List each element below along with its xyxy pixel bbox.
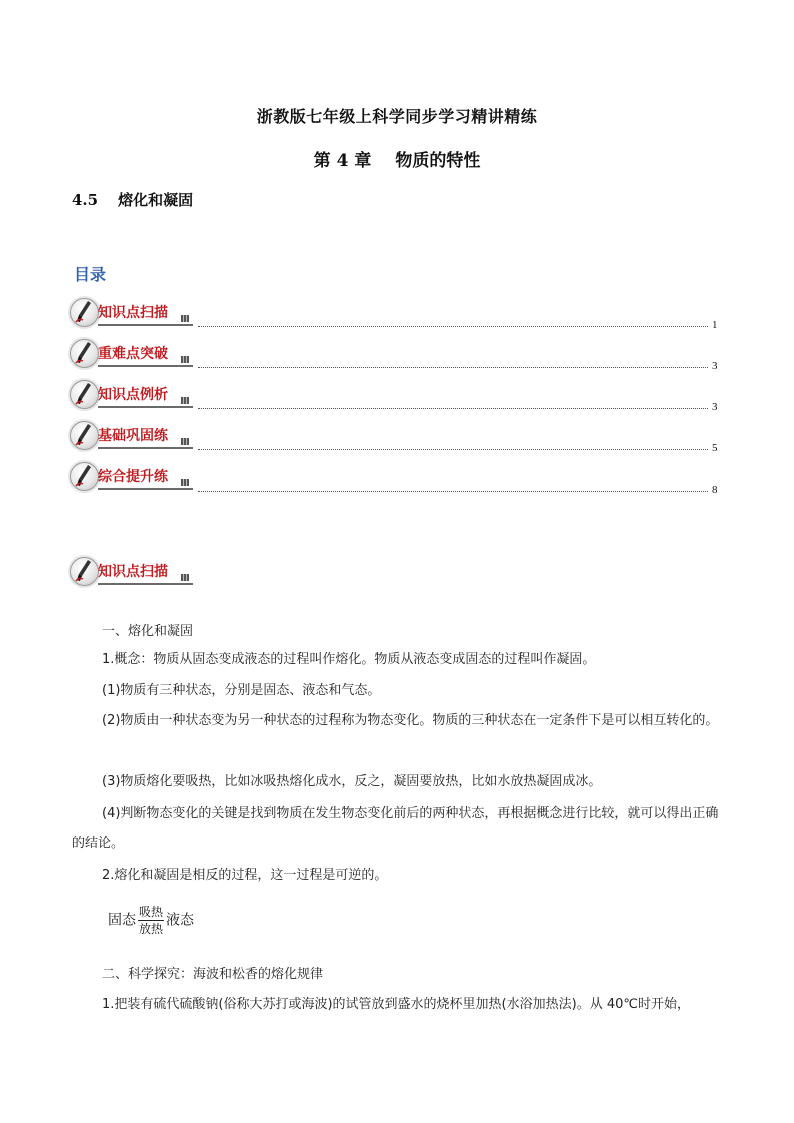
divider xyxy=(98,324,193,326)
section-title xyxy=(72,189,193,210)
corner-mark-icon xyxy=(181,574,189,581)
paragraph: (4)判断物态变化的关键是找到物质在发生物态变化前后的两种状态，再根据概念进行比较，就可以得出正确的结论。 xyxy=(72,806,719,851)
toc-page-number[interactable]: 5 xyxy=(712,442,718,454)
paragraph: (1)物质有三种状态，分别是固态、液态和气态。 xyxy=(102,683,381,698)
toc-page-number[interactable]: 3 xyxy=(712,360,718,372)
toc-leader-dots xyxy=(198,491,708,492)
brush-icon xyxy=(70,298,99,327)
formula-right: 液态 xyxy=(166,912,195,929)
toc-page-number[interactable]: 1 xyxy=(712,319,718,331)
divider xyxy=(98,583,193,585)
corner-mark-icon xyxy=(181,315,189,322)
divider xyxy=(98,488,193,490)
document-title: 浙教版七年级上科学同步学习精讲精练 xyxy=(256,107,538,126)
formula-fraction xyxy=(138,904,164,937)
section-name: 熔化和凝固 xyxy=(118,191,194,209)
chapter-prefix: 第 4 章 xyxy=(313,151,372,171)
toc-page-number[interactable]: 8 xyxy=(712,484,718,496)
divider xyxy=(98,406,193,408)
formula-left: 固态 xyxy=(108,912,136,929)
brush-icon xyxy=(70,339,99,368)
chapter-title xyxy=(0,146,794,171)
section-badge xyxy=(70,556,195,588)
toc-item-badge[interactable] xyxy=(70,379,195,411)
divider xyxy=(98,447,193,449)
heading-melting-solidifying: 一、熔化和凝固 xyxy=(102,624,194,639)
toc-item-label: 综合提升练 xyxy=(98,469,168,485)
paragraph: (2)物质由一种状态变为另一种状态的过程称为物态变化。物质的三种状态在一定条件下是可以相互转化的。 xyxy=(102,713,719,728)
brush-icon xyxy=(70,421,99,450)
heading-experiment: 二、科学探究：海波和松香的熔化规律 xyxy=(102,967,324,982)
brush-icon xyxy=(70,557,99,586)
paragraph: 1.概念：物质从固态变成液态的过程叫作熔化。物质从液态变成固态的过程叫作凝固。 xyxy=(102,652,596,667)
brush-icon xyxy=(70,380,99,409)
toc-leader-dots xyxy=(198,408,708,409)
toc-item-badge[interactable] xyxy=(70,297,195,329)
paragraph: 1.把装有硫代硫酸钠(俗称大苏打或海波)的试管放到盛水的烧杯里加热(水浴加热法)。从 40℃时开始， xyxy=(102,997,690,1012)
toc-item-badge[interactable] xyxy=(70,461,195,493)
formula-top: 吸热 xyxy=(139,905,164,919)
paragraph: 2.熔化和凝固是相反的过程，这一过程是可逆的。 xyxy=(102,868,388,883)
brush-icon xyxy=(70,462,99,491)
toc-item-badge[interactable] xyxy=(70,338,195,370)
toc-leader-dots xyxy=(198,326,708,327)
toc-item-label: 知识点例析 xyxy=(98,387,168,403)
formula-bottom: 放热 xyxy=(139,922,164,936)
toc-item-badge[interactable] xyxy=(70,420,195,452)
section-badge-label: 知识点扫描 xyxy=(98,564,168,580)
toc-item-label: 知识点扫描 xyxy=(98,305,168,321)
corner-mark-icon xyxy=(181,397,189,404)
toc-item-label: 重难点突破 xyxy=(98,346,168,362)
paragraph: (3)物质熔化要吸热，比如冰吸热熔化成水，反之，凝固要放热，比如水放热凝固成冰。 xyxy=(102,774,602,789)
toc-item-label: 基础巩固练 xyxy=(98,428,168,444)
toc-title: 目录 xyxy=(74,265,107,284)
toc-leader-dots xyxy=(198,449,708,450)
corner-mark-icon xyxy=(181,356,189,363)
corner-mark-icon xyxy=(181,438,189,445)
section-number: 4.5 xyxy=(72,191,99,209)
corner-mark-icon xyxy=(181,479,189,486)
chapter-name: 物质的特性 xyxy=(395,151,481,171)
toc-leader-dots xyxy=(198,367,708,368)
toc-page-number[interactable]: 3 xyxy=(712,401,718,413)
divider xyxy=(98,365,193,367)
state-change-formula xyxy=(108,904,194,937)
